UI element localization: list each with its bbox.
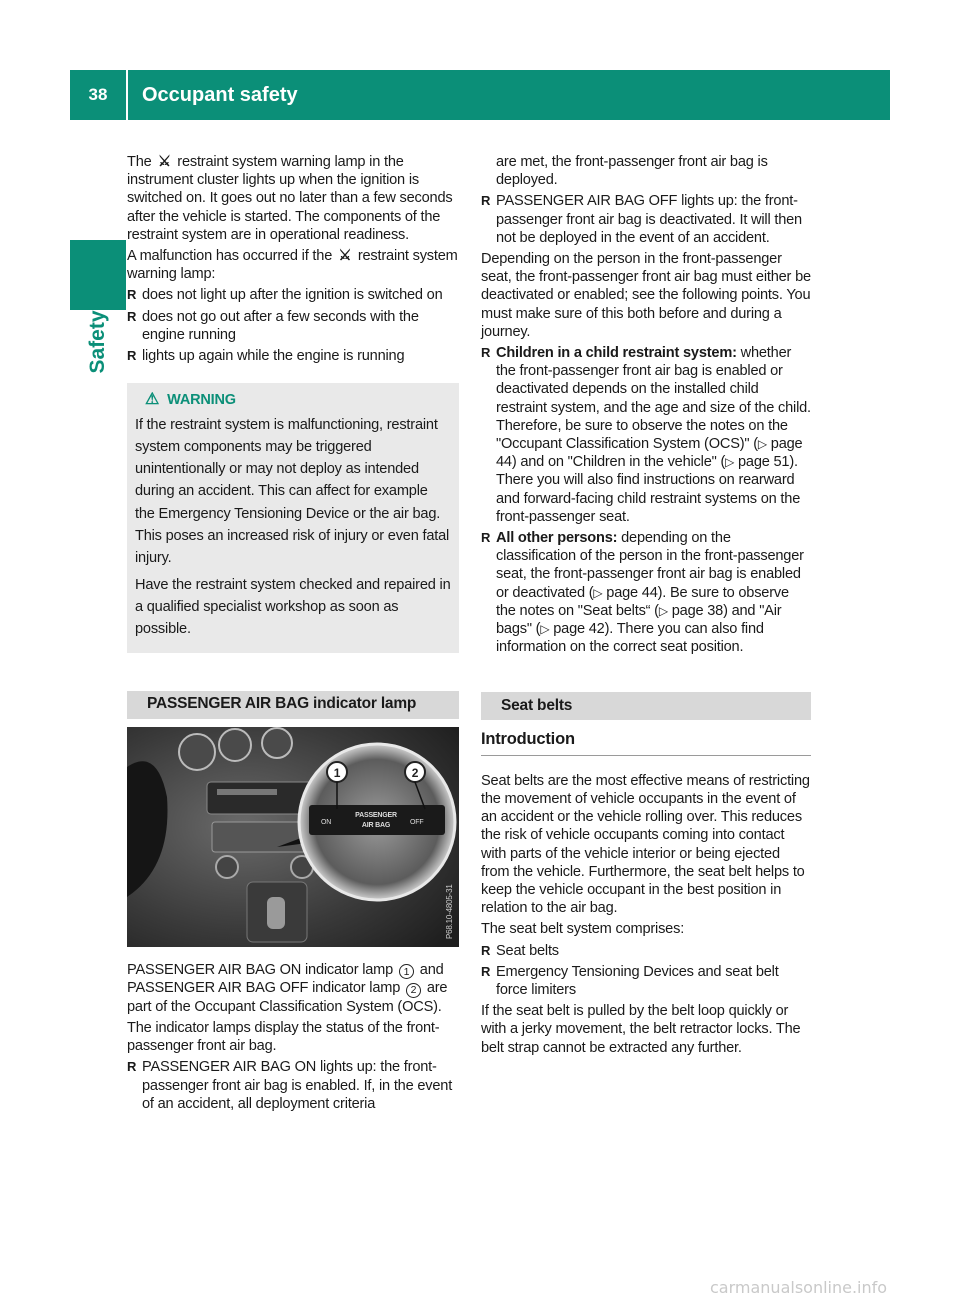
section-side-label: Safety xyxy=(86,310,109,374)
page-pointer-icon: ▷ xyxy=(658,603,668,618)
page-title: Occupant safety xyxy=(142,83,298,106)
paragraph-continued: are met, the front-passenger front air bag is deployed. xyxy=(496,154,768,189)
page-pointer-icon: ▷ xyxy=(540,622,550,637)
warning-heading: ⚠ WARNING xyxy=(135,389,451,411)
list-item: R does not go out after a few seconds with the engine running xyxy=(127,308,459,344)
photo-label-2: 2 xyxy=(411,765,419,780)
page-pointer-icon: ▷ xyxy=(725,455,735,470)
dashboard-photo xyxy=(127,727,459,947)
warning-text: If the restraint system is malfunctioning, restraint system components may be triggered unintentionally or may not deploy as intended during an accident. This can affect for example the Emergency Tensioning Device or the air bag. This poses an increased risk of injury or even fatal injury. xyxy=(135,416,450,567)
right-column xyxy=(481,153,811,1060)
paragraph-belt-lock: If the seat belt is pulled by the belt loop quickly or with a jerky movement, the belt retractor locks. The belt strap cannot be extracted any further. xyxy=(481,1003,801,1056)
restraint-warning-icon: ⚔ xyxy=(338,248,352,265)
list-item-children: R Children in a child restraint system: whether the front-passenger front air bag is enabled or deactivated depends on the installed child restraint system, and the age and size of the child. Therefore, be sure to observe the notes on the "Occupant Classification System (OCS)" (▷ page 44) and on "Children in the vehicle" (▷ page 51). There you will also find instructions on rearward and forward-facing child restraint systems on the front-passenger seat. xyxy=(481,344,811,526)
left-column xyxy=(127,153,459,1116)
paragraph-indicator-lamps: PASSENGER AIR BAG ON indicator lamp 1 and PASSENGER AIR BAG OFF indicator lamp 2 are part of the Occupant Classification System (OCS). xyxy=(127,961,448,1015)
paragraph-depending: Depending on the person in the front-passenger seat, the front-passenger front air bag must either be deactivated or enabled; see the following points. You must make sure of this both before and during a journey. xyxy=(481,251,811,340)
photo-off-label: OFF xyxy=(410,818,424,826)
warning-box xyxy=(127,383,459,652)
paragraph-status: The indicator lamps display the status of the front-passenger front air bag. xyxy=(127,1019,440,1055)
list-item: R PASSENGER AIR BAG ON lights up: the front-passenger front air bag is enabled. If, in the event of an accident, all deployment criteria xyxy=(127,1058,459,1113)
page-number: 38 xyxy=(88,85,108,104)
list-item-other-persons: R All other persons: depending on the classification of the person in the front-passenger seat, the front-passenger front air bag is enabled or deactivated (▷ page 44). Be sure to observe the notes on "Seat belts“ (▷ page 38) and "Air bags" (▷ page 42). There you can also find information on the correct seat position. xyxy=(481,529,811,656)
paragraph-lamp-intro: The ⚔ restraint system warning lamp in the instrument cluster lights up when the ignition is switched on. It goes out no later than a few seconds after the vehicle is started. The components of the restraint system are in operational readiness. xyxy=(127,154,453,243)
list-item: R does not light up after the ignition is switched on xyxy=(127,286,459,304)
callout-2-icon: 2 xyxy=(406,983,421,998)
section-heading-airbag-lamp: PASSENGER AIR BAG indicator lamp xyxy=(127,691,459,719)
callout-1-icon: 1 xyxy=(399,964,414,979)
warning-action-text: Have the restraint system checked and repaired in a qualified specialist workshop as soon as possible. xyxy=(135,576,451,638)
list-item: R lights up again while the engine is running xyxy=(127,347,459,365)
photo-code: P68.10-4805-31 xyxy=(445,883,454,939)
section-heading-seat-belts: Seat belts xyxy=(481,692,811,720)
list-item: R PASSENGER AIR BAG OFF lights up: the front-passenger front air bag is deactivated. It will then not be deployed in the event of an accident. xyxy=(481,192,811,247)
photo-panel-line1: PASSENGER xyxy=(355,811,397,819)
photo-on-label: ON xyxy=(321,818,332,826)
warning-triangle-icon: ⚠ xyxy=(145,391,160,409)
restraint-warning-icon: ⚔ xyxy=(157,154,171,170)
photo-panel-line2: AIR BAG xyxy=(361,821,391,829)
list-item: R Seat belts xyxy=(481,942,811,960)
section-tab-marker xyxy=(70,240,126,310)
list-item: R Emergency Tensioning Devices and seat belt force limiters xyxy=(481,963,811,999)
subheading-introduction: Introduction xyxy=(481,730,811,755)
paragraph-malfunction: A malfunction has occurred if the ⚔ restraint system warning lamp: xyxy=(127,248,458,283)
photo-label-1: 1 xyxy=(333,765,341,780)
page-pointer-icon: ▷ xyxy=(593,585,603,600)
page-pointer-icon: ▷ xyxy=(757,437,767,452)
paragraph-intro: Seat belts are the most effective means of restricting the movement of vehicle occupants in the event of an accident or the vehicle rolling over. This reduces the risk of vehicle occupants coming into contact with parts of the vehicle interior or being ejected from the vehicle. Furthermore, the seat belt helps to keep the vehicle occupant in the best position in relation to the air bag. xyxy=(481,772,810,917)
paragraph-comprises: The seat belt system comprises: xyxy=(481,921,685,938)
header-divider xyxy=(126,70,128,120)
watermark: carmanualsonline.info xyxy=(710,1278,888,1297)
